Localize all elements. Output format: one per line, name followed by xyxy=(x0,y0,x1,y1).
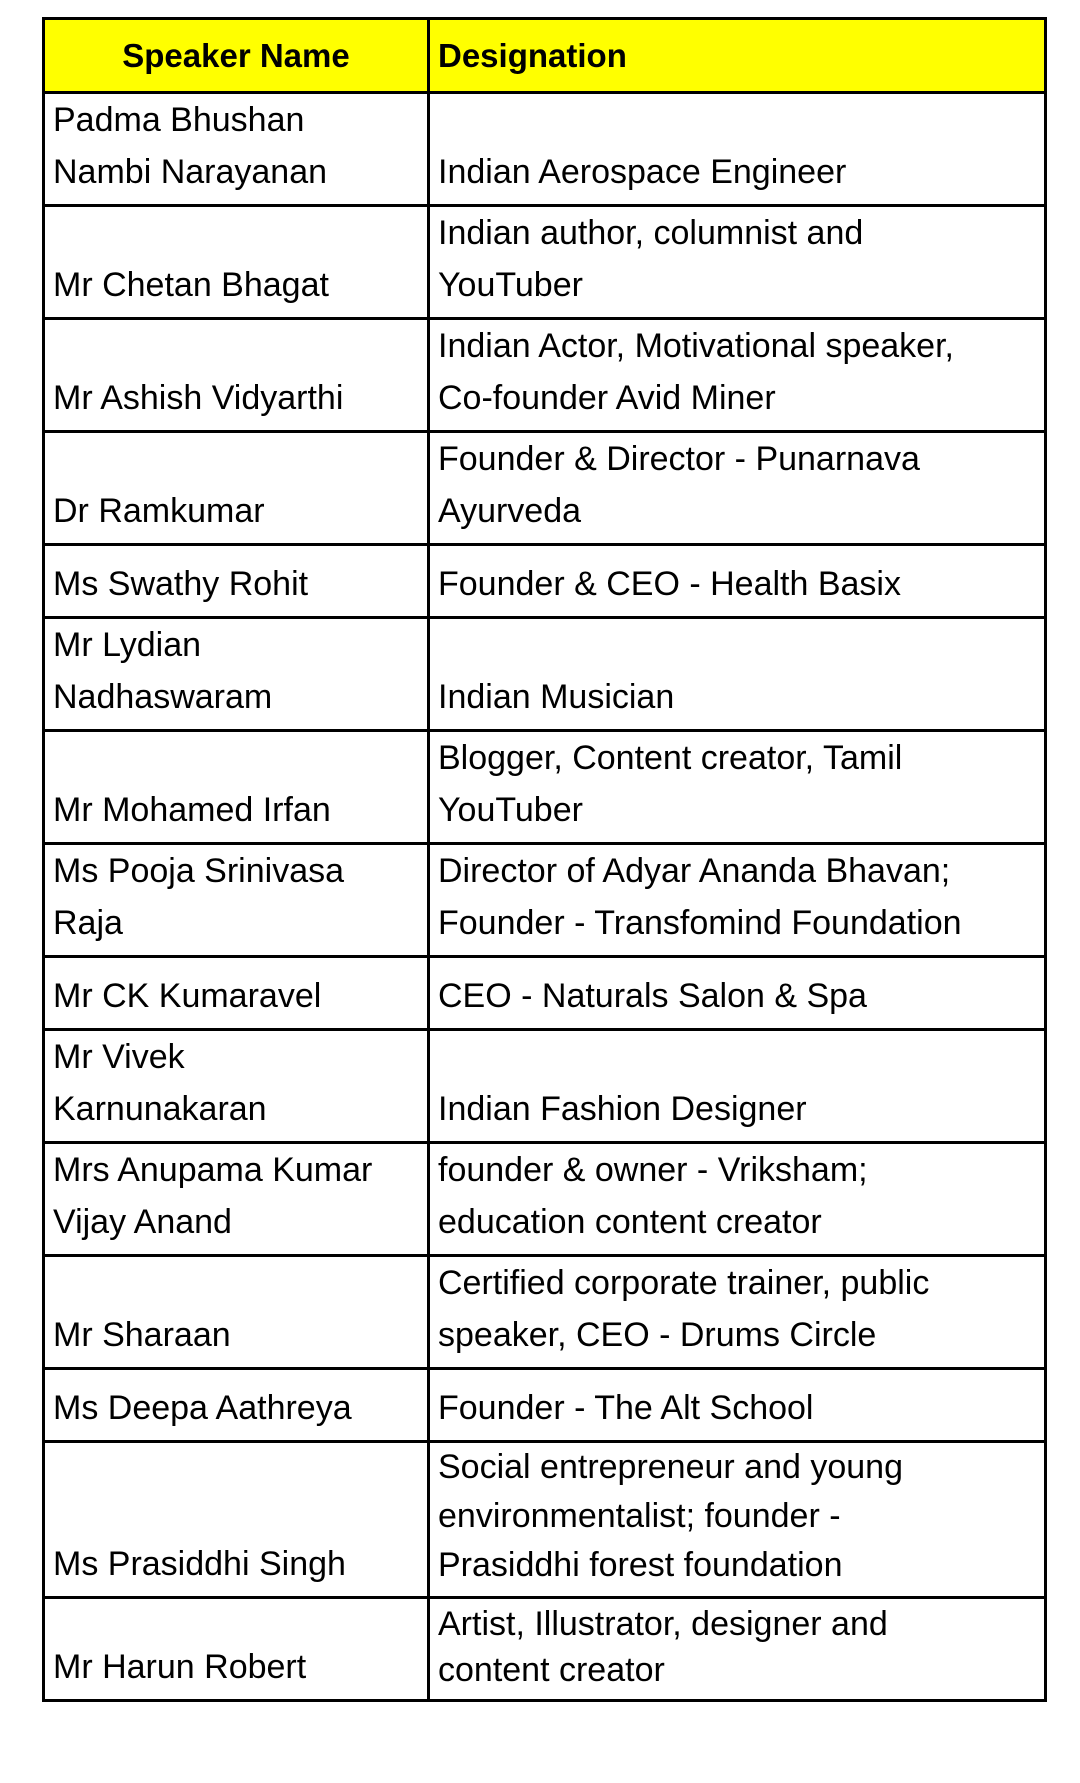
designation-cell: Founder - The Alt School xyxy=(429,1369,1046,1442)
table-row xyxy=(44,545,1046,618)
speaker-name-cell: Mr Vivek Karnunakaran xyxy=(44,1030,429,1143)
speaker-name-cell: Mr Harun Robert xyxy=(44,1598,429,1701)
table-row xyxy=(44,957,1046,1030)
table-row xyxy=(44,1256,1046,1369)
table-row xyxy=(44,1442,1046,1598)
table-header-row xyxy=(44,19,1046,93)
designation-cell: Social entrepreneur and young environmentalist; founder - Prasiddhi forest foundation xyxy=(429,1442,1046,1598)
speaker-name-cell: Ms Prasiddhi Singh xyxy=(44,1442,429,1598)
speaker-name-cell: Dr Ramkumar xyxy=(44,432,429,545)
designation-cell: Artist, Illustrator, designer and content creator xyxy=(429,1598,1046,1701)
table-row xyxy=(44,1598,1046,1701)
table-row xyxy=(44,1369,1046,1442)
designation-cell: Indian Actor, Motivational speaker, Co-founder Avid Miner xyxy=(429,319,1046,432)
designation-cell: CEO - Naturals Salon & Spa xyxy=(429,957,1046,1030)
designation-cell: Founder & CEO - Health Basix xyxy=(429,545,1046,618)
designation-cell: Indian Aerospace Engineer xyxy=(429,93,1046,206)
speaker-name-cell: Padma Bhushan Nambi Narayanan xyxy=(44,93,429,206)
table-row xyxy=(44,432,1046,545)
speaker-name-cell: Ms Swathy Rohit xyxy=(44,545,429,618)
speaker-name-cell: Mr CK Kumaravel xyxy=(44,957,429,1030)
designation-cell: Indian Fashion Designer xyxy=(429,1030,1046,1143)
table-row xyxy=(44,1030,1046,1143)
speaker-name-header: Speaker Name xyxy=(44,19,429,93)
designation-cell: Indian author, columnist and YouTuber xyxy=(429,206,1046,319)
table-row xyxy=(44,1143,1046,1256)
speaker-name-cell: Mr Ashish Vidyarthi xyxy=(44,319,429,432)
speakers-table xyxy=(42,17,1047,1702)
designation-header: Designation xyxy=(429,19,1046,93)
table-row xyxy=(44,319,1046,432)
speaker-name-cell: Mr Chetan Bhagat xyxy=(44,206,429,319)
speaker-name-cell: Mrs Anupama Kumar Vijay Anand xyxy=(44,1143,429,1256)
table-row xyxy=(44,93,1046,206)
table-row xyxy=(44,844,1046,957)
speaker-name-cell: Mr Sharaan xyxy=(44,1256,429,1369)
speaker-name-cell: Ms Deepa Aathreya xyxy=(44,1369,429,1442)
table-row xyxy=(44,618,1046,731)
speaker-name-cell: Ms Pooja Srinivasa Raja xyxy=(44,844,429,957)
designation-cell: Indian Musician xyxy=(429,618,1046,731)
designation-cell: Certified corporate trainer, public speaker, CEO - Drums Circle xyxy=(429,1256,1046,1369)
table-row xyxy=(44,206,1046,319)
designation-cell: Blogger, Content creator, Tamil YouTuber xyxy=(429,731,1046,844)
designation-cell: Founder & Director - Punarnava Ayurveda xyxy=(429,432,1046,545)
table-row xyxy=(44,731,1046,844)
designation-cell: founder & owner - Vriksham; education content creator xyxy=(429,1143,1046,1256)
designation-cell: Director of Adyar Ananda Bhavan; Founder - Transfomind Foundation xyxy=(429,844,1046,957)
speaker-name-cell: Mr Lydian Nadhaswaram xyxy=(44,618,429,731)
speaker-name-cell: Mr Mohamed Irfan xyxy=(44,731,429,844)
